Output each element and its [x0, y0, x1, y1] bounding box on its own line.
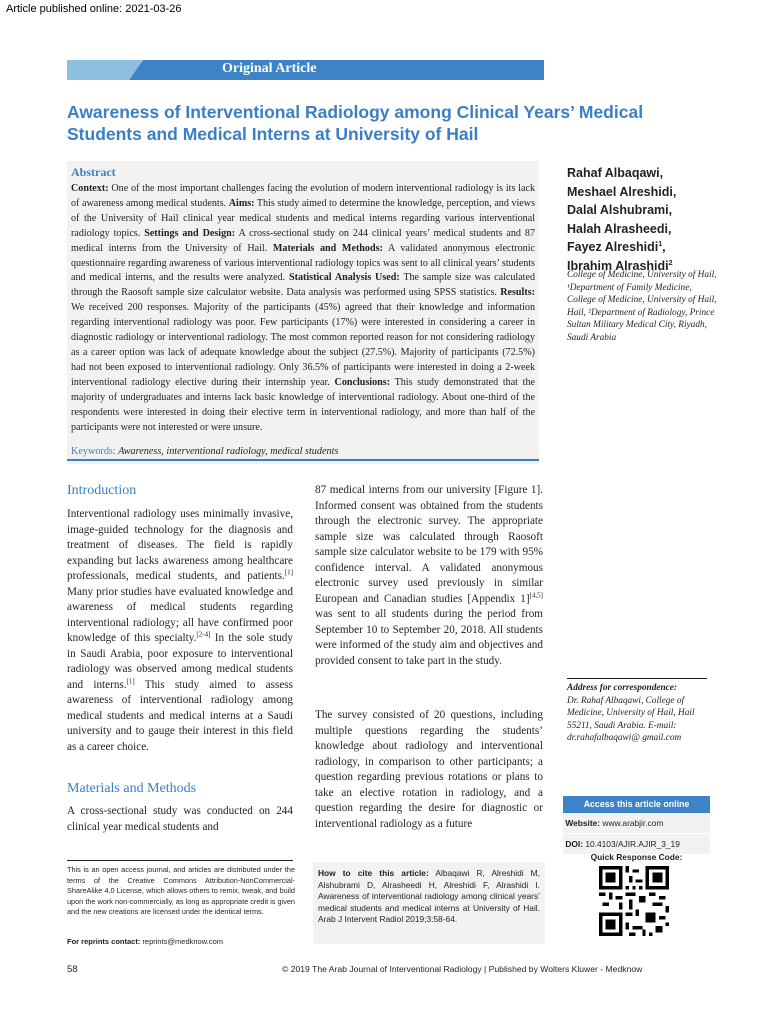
author-list: [567, 164, 717, 276]
journal-footer: © 2019 The Arab Journal of Interventional Radiology | Published by Wolters Kluwer - Medknow: [282, 964, 643, 974]
qr-code-label: Quick Response Code:: [590, 852, 683, 862]
introduction-text: Interventional radiology uses minimally invasive, image-guided technology for the diagnosis and treatment of diseases. The field is rapidly expanding but lacks awareness among healthcare professionals, medical students, and patients.[1] Many prior studies have evaluated knowledge and awareness of medical students regarding interventional radiology; all have confirmed poor knowledge of this specialty.[2-4] In the sole study in Saudi Arabia, poor exposure to interventional radiology was observed among medical students and interns.[1] This study aimed to assess awareness of interventional radiology among medical students and medical interns at a Saudi university and to gauge their interest in this field as a career choice.: [67, 508, 293, 753]
abstract-label: Abstract: [71, 165, 116, 179]
correspondence-divider: [567, 678, 707, 679]
footnote-divider: [67, 860, 293, 861]
author-name: Dalal Alshubrami,: [567, 203, 673, 218]
access-online-heading: Access this article online: [563, 796, 710, 813]
section-banner: [67, 60, 544, 80]
correspondence-address: Address for correspondence: Dr. Rahaf Albaqawi, College of Medicine, University of Hail, Hail 55211, Saudi Arabia. E-mail: dr.rahafalbaqawi@ gmail.com: [567, 683, 695, 744]
published-date-line: Article published online: 2021-03-26: [6, 3, 182, 15]
introduction-heading: Introduction: [67, 483, 137, 498]
qr-code[interactable]: [599, 866, 669, 936]
methods-text-continued: 87 medical interns from our university [Figure 1]. Informed consent was obtained from the students through the electronic survey. The appropriate sample size was calculated through Raosoft sample size calculator website to be 179 with 95% confidence interval. A validated anonymous electronic survey used previously in similar European and Canadian studies [Appendix 1][4,5] was sent to all students during the period from September 10 to September 20, 2018. All students were informed of the study aim and objectives and provided consent to take part in the study.: [315, 484, 543, 667]
author-name: Fayez Alreshidi$^1$,: [567, 240, 666, 255]
keywords: Keywords: Awareness, interventional radiology, medical students: [71, 446, 339, 457]
reprints-contact: For reprints contact: reprints@medknow.com: [67, 937, 223, 946]
article-title: Awareness of Interventional Radiology among Clinical Years’ Medical Students and Medical Interns at University of Hail: [67, 102, 644, 144]
author-name: Rahaf Albaqawi,: [567, 166, 664, 180]
author-name: Halah Alrasheedi,: [567, 221, 672, 236]
methods-text-start: A cross-sectional study was conducted on 244 clinical year medical students and: [67, 805, 293, 833]
methods-survey-paragraph: The survey consisted of 20 questions, including multiple questions regarding the students’ knowledge about radiology and interventional radiology, in comparison to other participants; a question regarding previous rotations or plans to take an elective rotation in radiology, and a question regarding the desire for diagnostic or interventional radiology as a future: [315, 709, 543, 830]
methods-heading: Materials and Methods: [67, 781, 197, 796]
access-website[interactable]: Website: www.arabjir.com: [563, 813, 710, 833]
author-name: Meshael Alreshidi,: [567, 184, 677, 199]
section-label: Original Article: [222, 61, 317, 76]
keywords-divider: [67, 459, 539, 461]
author-name: Ibrahim Alrashidi$^2$: [567, 258, 673, 273]
citation-text: How to cite this article: Albaqawi R, Alreshidi M, Alshubrami D, Alrasheedi H, Alreshidi F, Alrashidi I. Awareness of interventional radiology among clinical years’ medical students and medical interns at University of Hail. Arab J Intervent Radiol 2019;3:58-64.: [318, 868, 540, 924]
abstract-text: Context: One of the most important challenges facing the evolution of modern interventional radiology is its lack of awareness among medical students. Aims: This study aimed to determine the knowledge, perception, and views of the University of Hail clinical year medical students and medical interns regarding various interventional radiology topics. Settings and Design: A cross-sectional study on 244 clinical years’ medical students and 87 medical interns from the University of Hail. Materials and Methods: A validated anonymous electronic questionnaire regarding awareness of various interventional radiology topics was sent to all clinical years’ students and medical interns, and the results were analyzed. Statistical Analysis Used: The sample size was calculated through the Raosoft sample size calculator website. Data analysis was performed using SPSS statistics. Results: We received 200 responses. Majority of the participants (45%) agreed that their knowledge and information regarding interventional radiology was poor. Few participants (17%) were interested in considering a career in diagnostic radiology or interventional radiology. The most common reported reason for not considering radiology as a career option was lack of adequate knowledge about the subject (27.5%). Majority of participants (72.5%) had not been exposed to interventional radiology. Only 36.5% of participants were interested in doing a 2-week interventional radiology elective during their internship year. Conclusions: This study demonstrated that the majority of undergraduates and interns lack basic knowledge of interventional radiology. About one-third of the respondents were interested in doing their elective term in interventional radiology, and more than half of the participants were not interested or were unsure.: [71, 183, 536, 433]
page-number: 58: [67, 964, 78, 975]
affiliations: College of Medicine, University of Hail, ¹Department of Family Medicine, College of Medicine, University of Hail, Hail, ²Department of Radiology, Prince Sultan Military Medical City, Riyadh, Saudi Arabia: [567, 270, 717, 343]
access-doi[interactable]: DOI: 10.4103/AJIR.AJIR_3_19: [563, 833, 710, 854]
license-text: This is an open access journal, and articles are distributed under the terms of the Creative Commons Attribution-NonCommercial-ShareAlike 4.0 License, which allows others to remix, tweak, and build upon the work non-commercially, as long as appropriate credit is given and the new creations are licensed under the identical terms.: [67, 865, 295, 917]
